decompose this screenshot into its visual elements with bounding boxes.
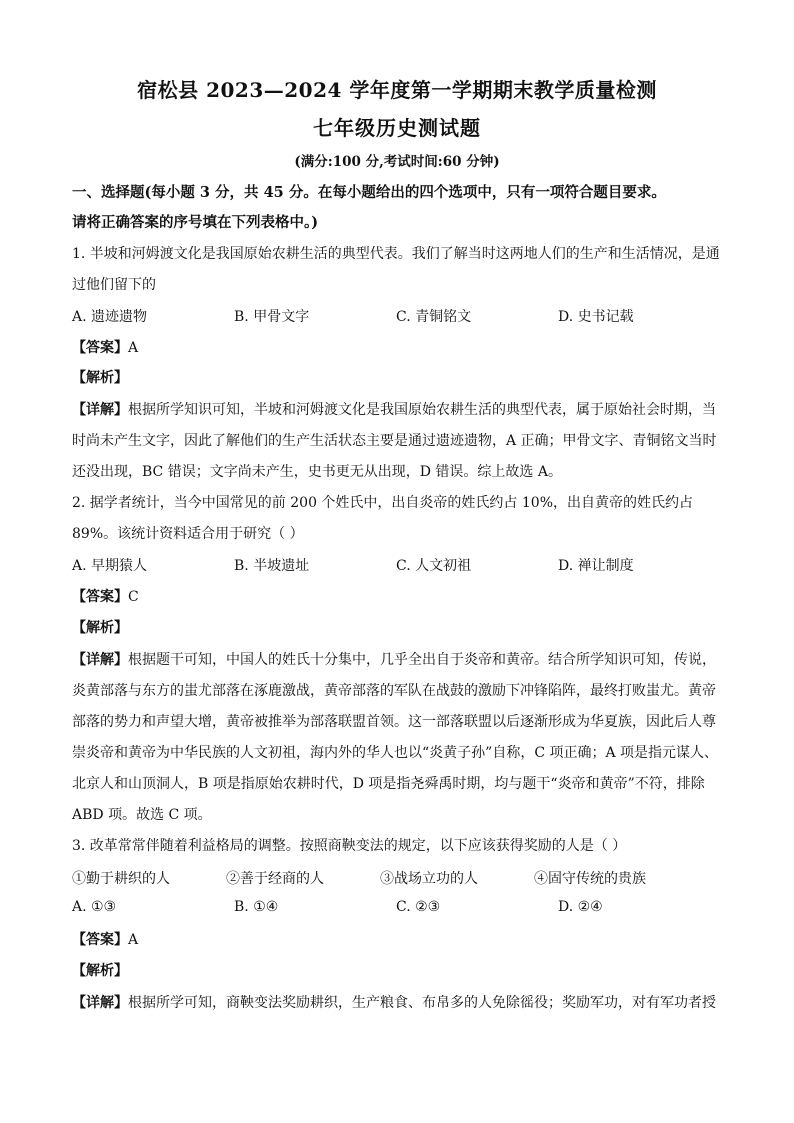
section-heading-line1: 一、选择题(每小题 3 分，共 45 分。在每小题给出的四个选项中，只有一项符合题目要求。 [72, 184, 666, 201]
q3-option-a: A. ①③ [72, 899, 117, 915]
exam-note: (满分:100 分,考试时间:60 分钟) [294, 154, 500, 170]
detail-text: 根据所学可知，商鞅变法奖励耕织，生产粮食、布帛多的人免除徭役；奖励军功，对有军功者授 [128, 995, 716, 1011]
q1-option-a: A. 遗迹遗物 [72, 309, 148, 325]
q3-item-3: ③战场立功的人 [380, 871, 478, 887]
q3-detail-line1 [72, 993, 732, 1013]
q2-stem-line1: 2. 据学者统计，当今中国常见的前 200 个姓氏中，出自炎帝的姓氏约占 10%，出自黄帝的姓氏约占 [72, 495, 693, 511]
q2-detail-line5: 北京人和山顶洞人，B 项是指原始农耕时代，D 项是指尧舜禹时期，均与题干“炎帝和黄帝”不符，排除 [72, 776, 705, 792]
q2-analysis-label: 【解析】 [72, 620, 128, 636]
answer-value: A [128, 340, 139, 356]
answer-label: 【答案】 [72, 340, 128, 356]
q1-detail-line2: 时尚未产生文字，因此了解他们的生产生活状态主要是通过遗迹遗物，A 正确；甲骨文字、青铜铭文当时 [72, 433, 717, 449]
q1-analysis-label: 【解析】 [72, 370, 128, 386]
q3-option-d: D. ②④ [558, 899, 603, 915]
detail-label: 【详解】 [72, 652, 128, 668]
q2-stem-line2: 89%。该统计资料适合用于研究（ ） [72, 526, 304, 542]
q1-stem-line1: 1. 半坡和河姆渡文化是我国原始农耕生活的典型代表。我们了解当时这两地人们的生产和生活情况，是通 [72, 246, 720, 262]
q3-analysis-label: 【解析】 [72, 963, 128, 979]
q3-stem-line1: 3. 改革常常伴随着利益格局的调整。按照商鞅变法的规定，以下应该获得奖励的人是（ ） [72, 838, 627, 854]
q2-answer [72, 587, 732, 607]
q2-option-c: C. 人文初祖 [396, 558, 472, 574]
detail-label: 【详解】 [72, 995, 128, 1011]
q2-detail-line3: 部落的势力和声望大增，黄帝被推举为部落联盟首领。这一部落联盟以后逐渐形成为华夏族，因此后人尊 [72, 714, 716, 730]
detail-text: 根据所学知识可知，半坡和河姆渡文化是我国原始农耕生活的典型代表，属于原始社会时期，当 [128, 402, 716, 418]
answer-value: C [128, 589, 139, 605]
q3-answer [72, 930, 732, 950]
q2-detail-line2: 炎黄部落与东方的蚩尤部落在涿鹿激战，黄帝部落的军队在战鼓的激励下冲锋陷阵，最终打败蚩尤。黄帝 [72, 683, 716, 699]
answer-label: 【答案】 [72, 932, 128, 948]
q2-detail-line1 [72, 650, 732, 670]
q2-option-a: A. 早期猿人 [72, 558, 148, 574]
q1-option-d: D. 史书记载 [558, 309, 634, 325]
answer-value: A [128, 932, 139, 948]
q1-answer [72, 338, 732, 358]
q3-option-c: C. ②③ [396, 899, 441, 915]
q1-option-c: C. 青铜铭文 [396, 309, 472, 325]
q2-option-b: B. 半坡遗址 [234, 558, 310, 574]
q2-option-d: D. 禅让制度 [558, 558, 634, 574]
q3-option-b: B. ①④ [234, 899, 279, 915]
q3-item-1: ①勤于耕织的人 [72, 871, 170, 887]
q3-item-4: ④固守传统的贵族 [534, 871, 646, 887]
detail-text: 根据题干可知，中国人的姓氏十分集中，几乎全出自于炎帝和黄帝。结合所学知识可知，传说， [128, 652, 716, 668]
q1-detail-line3: 还没出现，BC 错误；文字尚未产生，史书更无从出现，D 错误。综上故选 A。 [72, 464, 562, 480]
q3-item-2: ②善于经商的人 [226, 871, 324, 887]
q1-option-b: B. 甲骨文字 [234, 309, 310, 325]
q2-detail-line4: 崇炎帝和黄帝为中华民族的人文初祖，海内外的华人也以“炎黄子孙”自称，C 项正确；A 项是指元谋人、 [72, 745, 719, 761]
exam-title: 宿松县 2023—2024 学年度第一学期期末教学质量检测 [137, 78, 657, 102]
detail-label: 【详解】 [72, 402, 128, 418]
answer-label: 【答案】 [72, 589, 128, 605]
exam-subtitle: 七年级历史测试题 [313, 116, 481, 140]
q1-stem-line2: 过他们留下的 [72, 277, 156, 293]
q2-detail-line6: ABD 项。故选 C 项。 [72, 807, 212, 823]
q1-detail-line1 [72, 400, 732, 420]
section-heading-line2: 请将正确答案的序号填在下列表格中。) [72, 214, 319, 231]
